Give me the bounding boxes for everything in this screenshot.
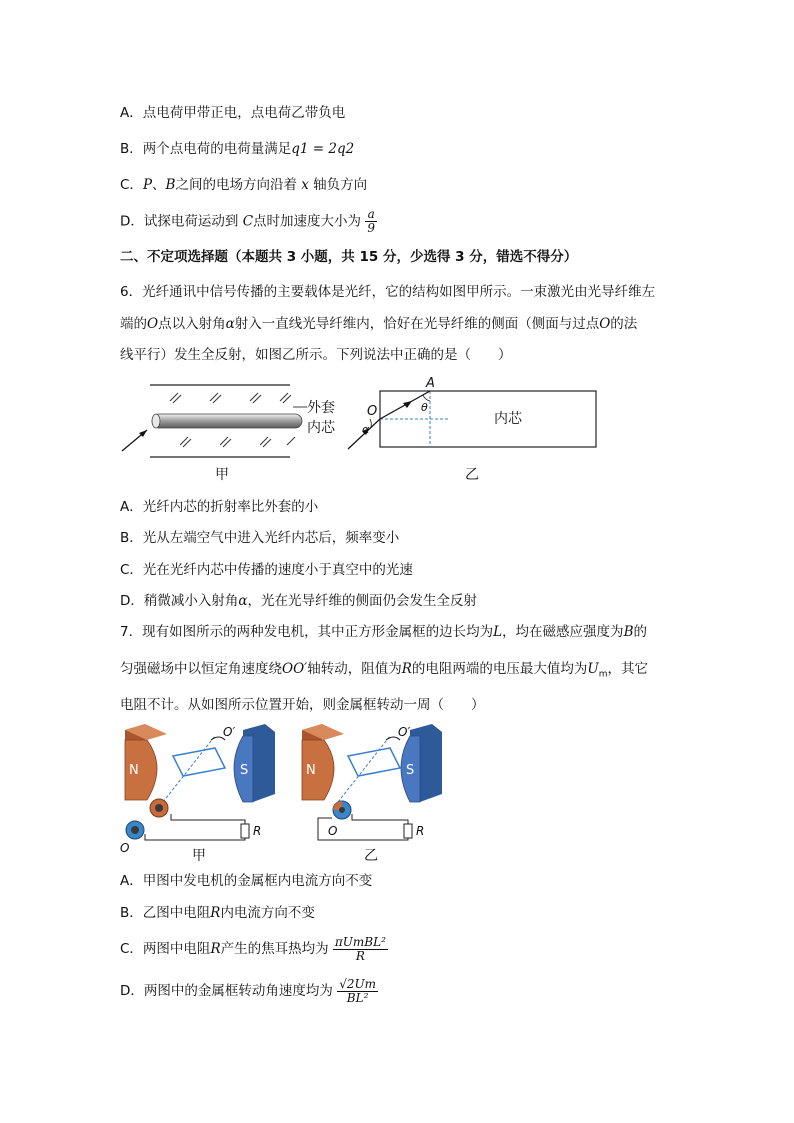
core-label: 内芯 [494,411,522,427]
resistor-r [241,824,249,838]
q7-stem-l: L [493,624,503,640]
q7-option-c-denominator: R [355,948,365,963]
q7-option-b-prefix: B．乙图中电阻 [120,905,211,921]
refracted-arrowhead [403,401,412,408]
q5-option-c-x: x [301,177,309,193]
q6-stem-line3: 线平行）发生全反射，如图乙所示。下列说法中正确的是（ ） [120,347,512,363]
q5-option-c [120,175,367,195]
circuit-wire-top [171,814,245,826]
q6-stem-line2 [120,314,637,334]
q5-option-c-post: 轴负方向 [313,177,368,193]
circuit-wire-bottom [145,834,245,840]
magnet-n-label: N [306,763,316,778]
q5-option-d-numerator: a [365,208,377,222]
circuit-wire-top [352,814,408,826]
coil-frame [348,748,400,776]
q7-stem-line3: 电阻不计。从如图所示位置开始，则金属框转动一周（ ） [120,697,485,713]
q7-option-c-prefix: C．两图中电阻 [120,941,211,957]
q7-stem-line1 [120,622,647,642]
q7-stem-r: R [401,661,412,677]
label-o: O [328,824,338,838]
q7-stem-text: 轴转动，阻值为 [307,661,402,677]
q5-option-d-c: C [242,213,254,230]
q7-option-d-numerator: √2Um [339,976,376,991]
q7-stem-text: 匀强磁场中以恒定角速度绕 [120,661,282,677]
q7-option-c-fraction [333,936,388,963]
rotation-axis [163,736,215,802]
q6-option-d-alpha: α [238,593,248,609]
magnet-s-label: S [240,763,249,778]
q5-option-c-b: B [165,177,176,193]
q6-option-d [120,591,477,611]
q6-stem-alpha: α [225,316,235,332]
label-r: R [253,824,262,838]
q7-stem-u: U [587,661,599,677]
label-o: O [120,841,130,855]
q5-option-d-fraction [365,208,377,235]
q7-option-a: A．甲图中发电机的金属框内电流方向不变 [120,873,373,889]
resistor-r [404,824,412,838]
q5-option-c-p: P [142,177,153,193]
figure-caption-yi: 乙 [364,848,378,864]
q6-stem-text: 点以入射角 [158,316,226,332]
q6-option-a: A．光纤内芯的折射率比外套的小 [120,499,319,515]
q7-option-c [120,932,388,966]
q6-stem-text: 射入一直线光导纤维内，恰好在光导纤维的侧面（侧面与过点 [234,316,600,332]
q6-option-d-post: ，光在光导纤维的侧面仍会发生全反射 [247,593,478,609]
magnet-s-label: S [406,763,415,778]
q6-stem-o2: O [599,316,611,332]
q7-stem-b: B [623,624,634,640]
slip-ring-hole [155,804,163,812]
fiber-end-face [152,414,160,428]
q6-option-c: C．光在光纤内芯中传播的速度小于真空中的光速 [120,562,413,578]
q7-stem-text: ，其它 [607,661,649,677]
q6-stem-o: O [147,316,159,332]
q7-option-d-denominator: BL² [346,990,369,1005]
q5-option-d-denominator: 9 [367,221,375,235]
section-heading: 二、不定项选择题（本题共 3 小题，共 15 分，少选得 3 分，错选不得分） [120,249,578,265]
q7-stem-text: 的电阻两端的电压最大值均为 [411,661,588,677]
rotation-axis [338,736,390,802]
q7-option-c-numerator: πUmBL² [334,934,386,949]
q6-figure-yi [340,375,605,485]
q7-option-b-r: R [210,905,221,921]
q5-option-c-prefix: C． [120,177,143,193]
q7-stem-u-sub: m [598,669,608,680]
q6-stem-line1: 6．光纤通讯中信号传播的主要载体是光纤，它的结构如图甲所示。一束激光由光导纤维左 [120,284,656,300]
q5-option-a: A．点电荷甲带正电，点电荷乙带负电 [120,105,346,121]
q7-stem-text: 7．现有如图所示的两种发电机，其中正方形金属框的边长均为 [120,624,494,640]
label-o-prime: O′ [223,725,236,739]
q5-option-c-sep: 、 [152,177,166,193]
q6-stem-text: 的法 [610,316,638,332]
q7-option-c-mid: 产生的焦耳热均为 [220,941,329,957]
q6-option-b: B．光从左端空气中进入光纤内芯后，频率变小 [120,530,400,546]
q5-option-d [120,208,377,235]
figure-caption-jia: 甲 [215,467,229,483]
inner-label: 内芯 [307,420,335,436]
q7-figure-jia [115,722,285,867]
q7-stem-text: 的 [633,624,647,640]
q7-option-c-r: R [210,941,221,957]
q7-option-b [120,903,315,923]
commutator-hole [339,807,345,813]
figure-caption-jia: 甲 [192,848,206,864]
q5-option-d-mid: 点时加速度大小为 [253,213,362,230]
fiber-core-rod [152,414,302,428]
q7-option-b-post: 内电流方向不变 [220,905,315,921]
label-theta: θ [421,401,428,414]
coil-frame [173,748,225,776]
q5-option-b [120,139,354,159]
q7-option-d [120,974,378,1008]
q7-option-d-fraction [337,978,378,1005]
figure-caption-yi: 乙 [465,467,479,483]
alpha-arc [370,419,371,427]
magnet-n-label: N [129,763,139,778]
outer-label: 外套 [307,400,335,416]
q5-option-d-prefix: D．试探电荷运动到 [120,213,239,230]
label-alpha: α [362,423,370,436]
q5-option-b-text: B．两个点电荷的电荷量满足 [120,141,292,157]
label-r: R [416,824,425,838]
label-o-prime: O′ [398,725,411,739]
q7-stem-axis: OO′ [282,661,308,677]
q7-stem-text: ，均在磁感应强度为 [502,624,624,640]
q6-stem-text: 端的 [120,316,147,332]
q6-option-d-prefix: D．稍微减小入射角 [120,593,239,609]
q7-option-d-prefix: D．两图中的金属框转动角速度均为 [120,983,333,999]
label-o: O [367,404,378,419]
label-a: A [426,376,435,391]
q7-stem-line2 [120,659,648,685]
slip-ring-blue-hole [131,826,139,834]
q5-option-c-mid: 之间的电场方向沿着 [175,177,297,193]
q7-figure-yi [298,722,448,867]
q5-option-b-formula: q1 = 2q2 [291,141,355,157]
